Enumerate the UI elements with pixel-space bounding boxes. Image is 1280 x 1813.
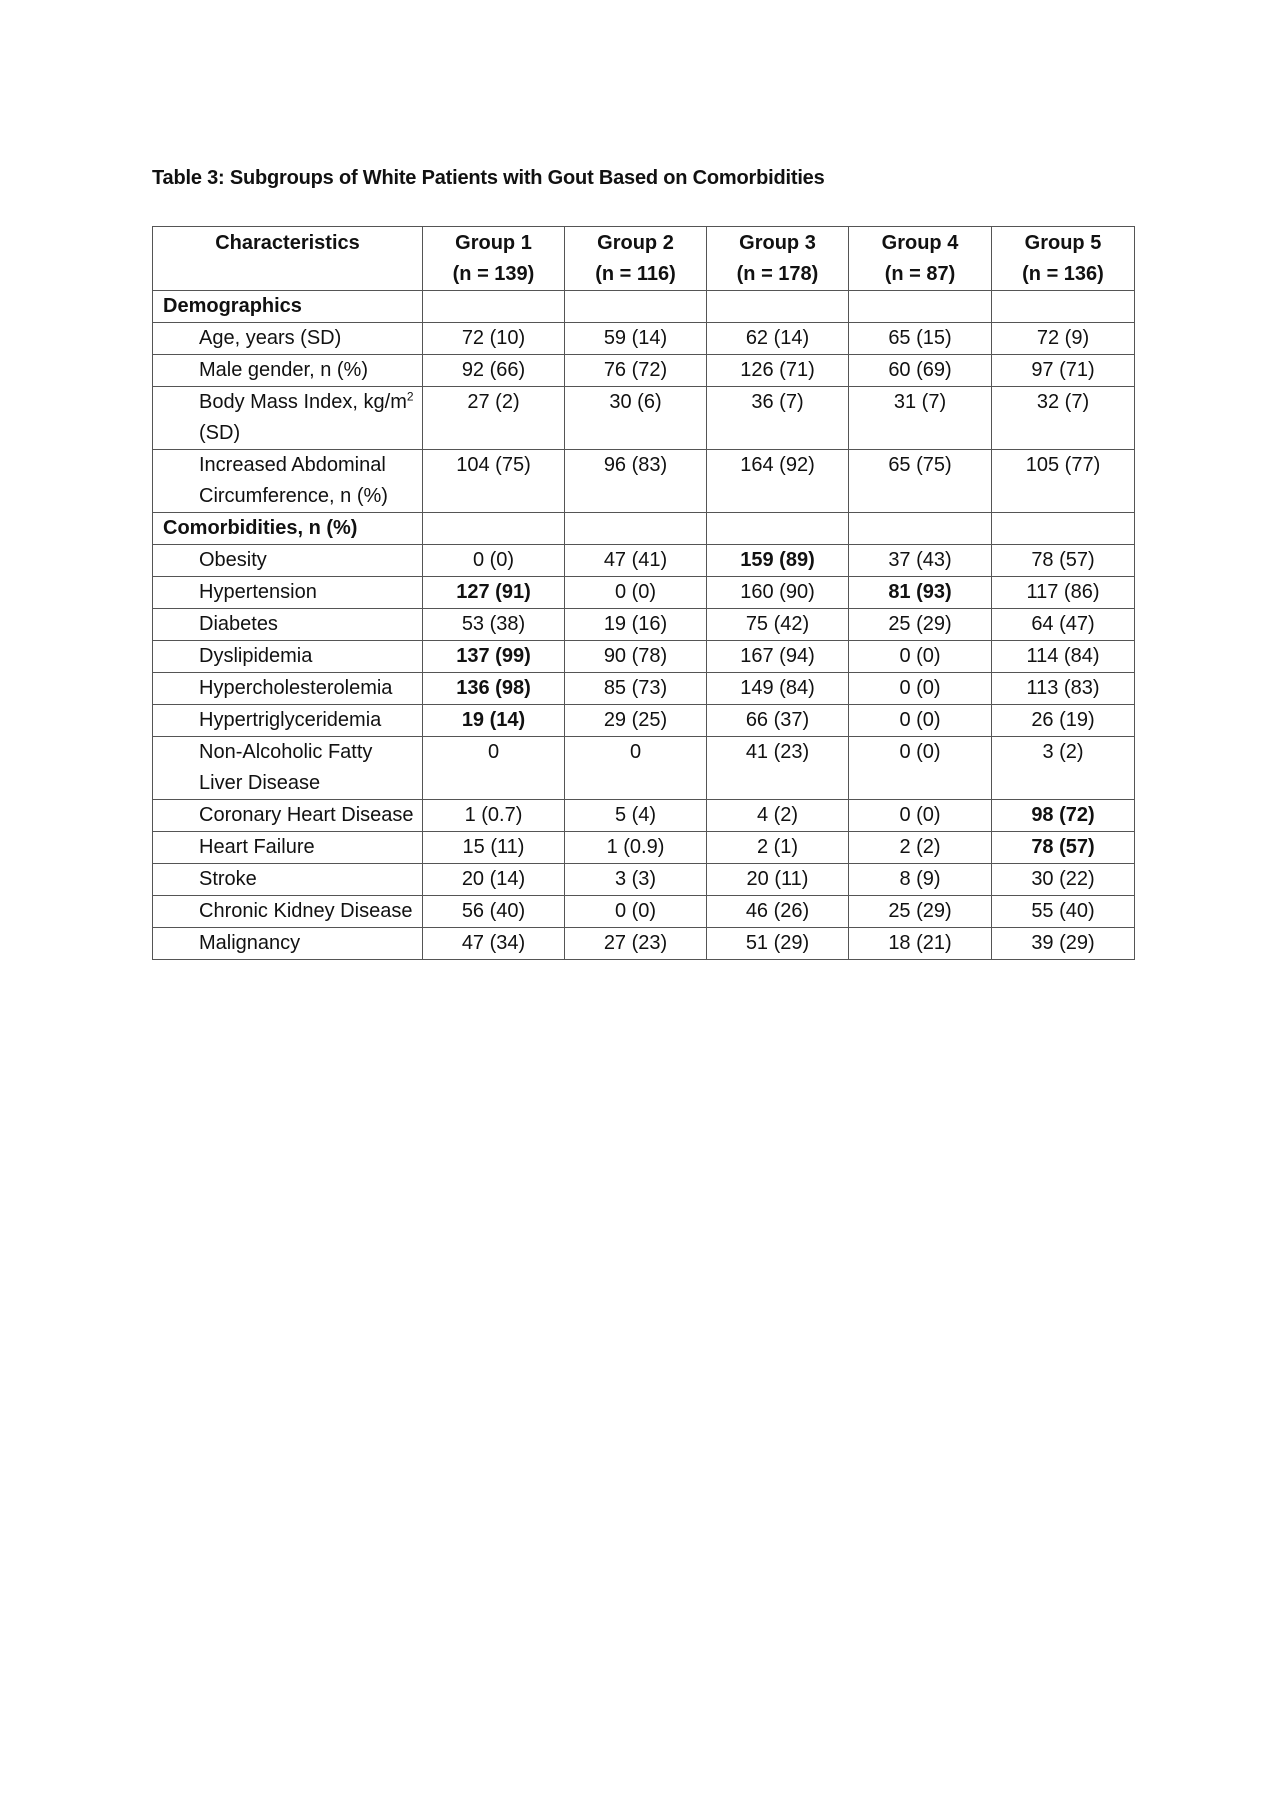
row-label-text: Male gender, n (%) (199, 359, 368, 381)
cell-group-5: 32 (7) (992, 387, 1135, 450)
row-label (153, 737, 423, 800)
empty-cell (992, 291, 1135, 323)
cell-group-3: 66 (37) (707, 705, 849, 737)
header-count: (n = 87) (884, 263, 956, 285)
cell-group-4: 65 (75) (849, 450, 992, 513)
table-row-hypercholesterolemia (153, 673, 1135, 705)
table-row-chronic-kidney-disease (153, 896, 1135, 928)
row-label-text: Non-Alcoholic Fatty Liver Disease (199, 741, 373, 794)
cell-group-5: 105 (77) (992, 450, 1135, 513)
cell-group-2: 19 (16) (565, 609, 707, 641)
row-label-text: Malignancy (199, 932, 301, 954)
cell-group-3: 159 (89) (707, 545, 849, 577)
header-label: Group 3 (739, 232, 816, 254)
cell-group-2: 76 (72) (565, 355, 707, 387)
empty-cell (707, 513, 849, 545)
empty-cell (849, 513, 992, 545)
cell-group-3: 75 (42) (707, 609, 849, 641)
empty-cell (423, 291, 565, 323)
cell-group-3: 126 (71) (707, 355, 849, 387)
row-label (153, 800, 423, 832)
table-row-hypertriglyceridemia (153, 705, 1135, 737)
cell-group-1: 137 (99) (423, 641, 565, 673)
row-label-text: Obesity (199, 549, 267, 571)
row-label (153, 577, 423, 609)
empty-cell (992, 513, 1135, 545)
cell-group-4: 0 (0) (849, 737, 992, 800)
cell-group-2: 5 (4) (565, 800, 707, 832)
cell-group-4: 2 (2) (849, 832, 992, 864)
cell-group-2: 29 (25) (565, 705, 707, 737)
cell-group-1: 47 (34) (423, 928, 565, 960)
cell-group-5: 72 (9) (992, 323, 1135, 355)
cell-group-4: 25 (29) (849, 609, 992, 641)
row-label-text: Coronary Heart Disease (199, 804, 414, 826)
cell-group-5: 39 (29) (992, 928, 1135, 960)
cell-group-2: 3 (3) (565, 864, 707, 896)
cell-group-3: 62 (14) (707, 323, 849, 355)
header-count: (n = 139) (452, 263, 535, 285)
table-body (153, 291, 1135, 960)
header-count: (n = 178) (736, 263, 819, 285)
table-row-coronary-heart-disease (153, 800, 1135, 832)
cell-group-4: 0 (0) (849, 800, 992, 832)
cell-group-1: 20 (14) (423, 864, 565, 896)
row-label (153, 323, 423, 355)
cell-group-5: 97 (71) (992, 355, 1135, 387)
cell-group-5: 114 (84) (992, 641, 1135, 673)
section-row-comorbidities (153, 513, 1135, 545)
cell-group-5: 113 (83) (992, 673, 1135, 705)
row-label-text: Chronic Kidney Disease (199, 900, 413, 922)
row-label-text: Dyslipidemia (199, 645, 313, 667)
cell-group-5: 3 (2) (992, 737, 1135, 800)
comorbidity-table (152, 226, 1135, 960)
empty-cell (423, 513, 565, 545)
cell-group-3: 46 (26) (707, 896, 849, 928)
cell-group-3: 51 (29) (707, 928, 849, 960)
cell-group-3: 41 (23) (707, 737, 849, 800)
cell-group-2: 0 (0) (565, 896, 707, 928)
cell-group-1: 56 (40) (423, 896, 565, 928)
cell-group-5: 117 (86) (992, 577, 1135, 609)
row-label-superscript: 2 (406, 389, 414, 404)
row-label (153, 896, 423, 928)
cell-group-1: 0 (423, 737, 565, 800)
cell-group-2: 0 (0) (565, 577, 707, 609)
table-row-hypertension (153, 577, 1135, 609)
section-label: Comorbidities, n (%) (153, 513, 423, 545)
cell-group-5: 64 (47) (992, 609, 1135, 641)
cell-group-1: 0 (0) (423, 545, 565, 577)
cell-group-3: 160 (90) (707, 577, 849, 609)
cell-group-1: 19 (14) (423, 705, 565, 737)
cell-group-4: 25 (29) (849, 896, 992, 928)
cell-group-3: 149 (84) (707, 673, 849, 705)
row-label-text: Age, years (SD) (199, 327, 342, 349)
table-title: Table 3: Subgroups of White Patients with Gout Based on Comorbidities (152, 167, 825, 189)
cell-group-4: 0 (0) (849, 705, 992, 737)
table-row-nafld (153, 737, 1135, 800)
section-row-demographics (153, 291, 1135, 323)
header-group-1 (423, 227, 565, 291)
header-count: (n = 116) (595, 263, 676, 285)
section-label: Demographics (153, 291, 423, 323)
cell-group-1: 72 (10) (423, 323, 565, 355)
row-label-text: Body Mass Index, kg/m (199, 391, 407, 413)
row-label-suffix: (SD) (199, 422, 241, 444)
row-label (153, 705, 423, 737)
cell-group-3: 164 (92) (707, 450, 849, 513)
cell-group-3: 167 (94) (707, 641, 849, 673)
cell-group-2: 85 (73) (565, 673, 707, 705)
cell-group-2: 59 (14) (565, 323, 707, 355)
cell-group-3: 20 (11) (707, 864, 849, 896)
header-label: Characteristics (215, 232, 360, 254)
row-label (153, 864, 423, 896)
table-row-stroke (153, 864, 1135, 896)
header-count: (n = 136) (1022, 263, 1104, 285)
empty-cell (565, 291, 707, 323)
row-label-text: Heart Failure (199, 836, 315, 858)
table-row-heart-failure (153, 832, 1135, 864)
cell-group-4: 37 (43) (849, 545, 992, 577)
table-row-abdominal-circumference (153, 450, 1135, 513)
header-group-5 (992, 227, 1135, 291)
header-label: Group 4 (881, 232, 959, 254)
row-label (153, 673, 423, 705)
empty-cell (707, 291, 849, 323)
cell-group-1: 27 (2) (423, 387, 565, 450)
cell-group-4: 65 (15) (849, 323, 992, 355)
row-label-text: Hypertension (199, 581, 317, 603)
header-label: Group 1 (455, 232, 532, 254)
table-row-bmi (153, 387, 1135, 450)
cell-group-1: 53 (38) (423, 609, 565, 641)
row-label (153, 545, 423, 577)
header-characteristics (153, 227, 423, 291)
cell-group-4: 8 (9) (849, 864, 992, 896)
header-group-4 (849, 227, 992, 291)
header-group-3 (707, 227, 849, 291)
cell-group-5: 30 (22) (992, 864, 1135, 896)
row-label (153, 450, 423, 513)
table-row-obesity (153, 545, 1135, 577)
cell-group-1: 136 (98) (423, 673, 565, 705)
table-header (153, 227, 1135, 291)
row-label-text: Hypertriglyceridemia (199, 709, 382, 731)
row-label (153, 928, 423, 960)
cell-group-1: 104 (75) (423, 450, 565, 513)
row-label-text: Stroke (199, 868, 257, 890)
row-label-text: Increased Abdominal Circumference, n (%) (199, 454, 388, 507)
table-row-diabetes (153, 609, 1135, 641)
row-label (153, 609, 423, 641)
row-label (153, 387, 423, 450)
cell-group-5: 98 (72) (992, 800, 1135, 832)
cell-group-2: 0 (565, 737, 707, 800)
cell-group-4: 18 (21) (849, 928, 992, 960)
cell-group-4: 0 (0) (849, 673, 992, 705)
cell-group-2: 96 (83) (565, 450, 707, 513)
cell-group-1: 127 (91) (423, 577, 565, 609)
row-label-text: Diabetes (199, 613, 278, 635)
row-label-text: Hypercholesterolemia (199, 677, 393, 699)
cell-group-3: 4 (2) (707, 800, 849, 832)
header-group-2 (565, 227, 707, 291)
cell-group-2: 90 (78) (565, 641, 707, 673)
table-row-male-gender (153, 355, 1135, 387)
cell-group-1: 15 (11) (423, 832, 565, 864)
cell-group-2: 47 (41) (565, 545, 707, 577)
cell-group-5: 26 (19) (992, 705, 1135, 737)
cell-group-2: 30 (6) (565, 387, 707, 450)
cell-group-4: 0 (0) (849, 641, 992, 673)
cell-group-1: 92 (66) (423, 355, 565, 387)
cell-group-5: 78 (57) (992, 832, 1135, 864)
empty-cell (849, 291, 992, 323)
empty-cell (565, 513, 707, 545)
header-label: Group 2 (597, 232, 674, 254)
row-label (153, 832, 423, 864)
header-row (153, 227, 1135, 291)
cell-group-2: 1 (0.9) (565, 832, 707, 864)
cell-group-3: 36 (7) (707, 387, 849, 450)
row-label (153, 355, 423, 387)
cell-group-2: 27 (23) (565, 928, 707, 960)
cell-group-1: 1 (0.7) (423, 800, 565, 832)
cell-group-4: 31 (7) (849, 387, 992, 450)
cell-group-3: 2 (1) (707, 832, 849, 864)
table-row-age (153, 323, 1135, 355)
cell-group-5: 78 (57) (992, 545, 1135, 577)
cell-group-4: 81 (93) (849, 577, 992, 609)
table-row-dyslipidemia (153, 641, 1135, 673)
header-label: Group 5 (1024, 232, 1102, 254)
table-row-malignancy (153, 928, 1135, 960)
cell-group-4: 60 (69) (849, 355, 992, 387)
cell-group-5: 55 (40) (992, 896, 1135, 928)
row-label (153, 641, 423, 673)
